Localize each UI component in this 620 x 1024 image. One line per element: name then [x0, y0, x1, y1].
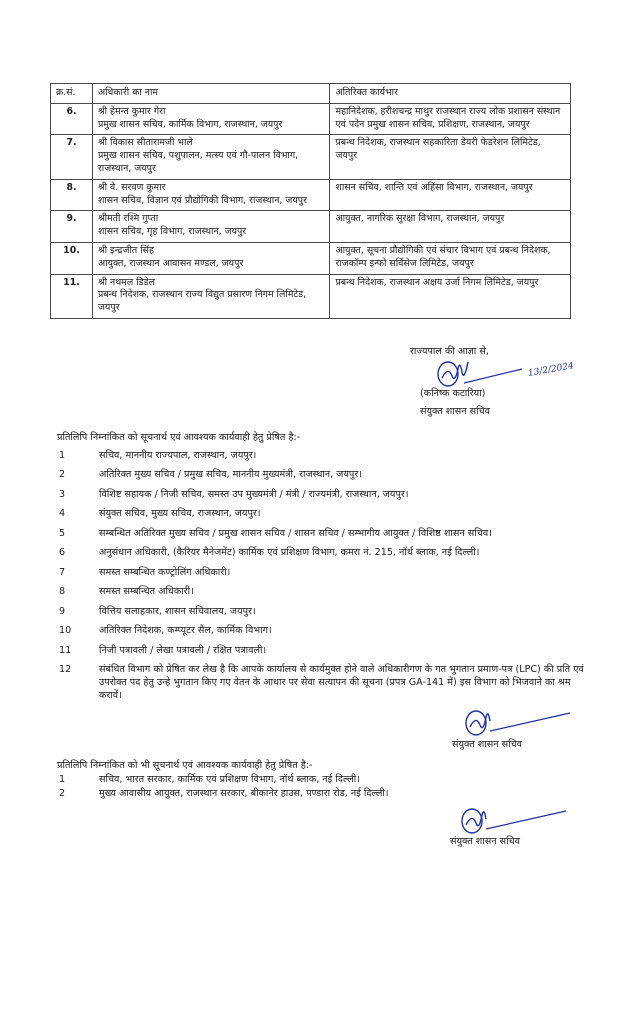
signature-date: 13/2/2024 — [527, 361, 575, 379]
officer-designation: प्रबन्ध निदेशक, राजस्थान राज्य विद्युत प्रसारण निगम लिमिटेड, जयपुर — [97, 289, 307, 314]
list-item: 3 विशिष्ट सहायक / निजी सचिव, समस्त उप मुख्यमंत्री / मंत्री / राज्यमंत्री, राजस्थान, जयपुर। — [59, 488, 409, 500]
additional-charge-table — [50, 83, 571, 319]
signature-icon — [458, 807, 568, 835]
table-row — [51, 135, 571, 179]
officer-designation: शासन सचिव, गृह विभाग, राजस्थान, जयपुर — [97, 226, 247, 238]
list-item: 6 अनुसंधान अधिकारी, (कैरियर मैनेजमेंट) कार्मिक एवं प्रशिक्षण विभाग, कमरा नं. 215, नॉर्थ ब्लाक, नई दिल्ली। — [59, 547, 480, 559]
officer-name: श्रीमती रश्मि गुप्ता — [97, 213, 159, 225]
copy-list-1-heading: प्रतिलिपि निम्नांकित को सूचनार्थ एवं आवश्यक कार्यवाही हेतु प्रेषित है:- — [57, 431, 301, 443]
copy-list-2 — [57, 773, 590, 800]
list-item: 1 सचिव, माननीय राज्यपाल, राजस्थान, जयपुर। — [59, 449, 257, 461]
row-serial: 6. — [51, 103, 93, 135]
row-officer — [92, 242, 330, 274]
table-header-row — [51, 84, 571, 104]
row-officer — [92, 211, 330, 243]
row-officer — [92, 103, 330, 135]
row-additional-charge: आयुक्त, सूचना प्रौद्योगिकी एवं संचार विभाग एवं प्रबन्ध निदेशक, राजकॉम्प इन्फो सर्विसेज लिमिटेड, जयपुर — [330, 242, 571, 274]
officer-name: श्री इन्द्रजीत सिंह — [97, 244, 154, 256]
officer-designation: प्रमुख शासन सचिव, कार्मिक विभाग, राजस्थान, जयपुर — [97, 118, 283, 130]
officer-designation: प्रमुख शासन सचिव, पशुपालन, मत्स्य एवं गौ-पालन विभाग, राजस्थान, जयपुर — [97, 150, 299, 174]
copy-list-1-designation: संयुक्त शासन सचिव — [452, 738, 522, 750]
list-item: 2 मुख्य आवासीय आयुक्त, राजस्थान सरकार, बीकानेर हाउस, पण्डारा रोड, नई दिल्ली। — [59, 787, 389, 799]
officer-name: श्री विकास सीतारामजी भाले — [97, 137, 193, 149]
list-item: 11 निजी पत्रावली / लेखा पत्रावली / रक्षित पत्रावली। — [59, 644, 267, 656]
table-row — [51, 179, 571, 211]
list-item: 2 अतिरिक्त मुख्य सचिव / प्रमुख सचिव, माननीय मुख्यमंत्री, राजस्थान, जयपुर। — [59, 469, 362, 481]
officer-name: श्री हेमन्त कुमार गेरा — [97, 105, 166, 117]
officer-name: श्री वे. सरवण कुमार — [97, 181, 166, 193]
copy-list-2-designation: संयुक्त शासन सचिव — [450, 835, 520, 847]
header-serial: क्र.सं. — [51, 84, 93, 104]
header-additional-charge: अतिरिक्त कार्यभार — [330, 84, 571, 104]
list-item: 12 संबंधित विभाग को प्रेषित कर लेख है कि आपके कार्यालय से कार्यमुक्त होने वाले अधिकारीगण के गत भुगतान प्रमाण-पत्र (LPC) की प्रति एवं उपरोक्त पद हेतु उन्हे भुगतान किए गए वेतन के आधार पर सेवा सत्यापन की सूचना (प्रपत्र GA-141 में) इस विभाग को भिजवाने का श्रम करावें। — [59, 664, 584, 702]
signature-icon — [462, 709, 572, 737]
list-item: 10 अतिरिक्त निदेशक, कम्प्यूटर सैल, कार्मिक विभाग। — [59, 625, 272, 637]
copy-list-2-heading: प्रतिलिपि निम्नांकित को भी सूचनार्थ एवं आवश्यक कार्यवाही हेतु प्रेषित है:- — [57, 759, 313, 771]
copy-list-1-sign-area — [0, 709, 620, 753]
list-item: 8 समस्त सम्बन्धित अधिकारी। — [59, 586, 194, 598]
table-row — [51, 211, 571, 243]
signer-name: (कनिष्क कटारिया) — [420, 387, 486, 399]
by-order-line: राज्यपाल की आज्ञा से, — [410, 345, 489, 357]
row-serial: 7. — [51, 135, 93, 179]
signoff-block — [400, 345, 610, 423]
signer-designation: संयुक्त शासन सचिव — [420, 405, 490, 417]
row-serial: 9. — [51, 211, 93, 243]
list-item: 7 समस्त सम्बन्धित कण्ट्रोलिंग अधिकारी। — [59, 566, 231, 578]
row-additional-charge: आयुक्त, नागरिक सुरक्षा विभाग, राजस्थान, जयपुर — [330, 211, 571, 243]
row-serial: 8. — [51, 179, 93, 211]
row-additional-charge: प्रबन्ध निदेशक, राजस्थान सहकारिता डेयरी फेडरेशन लिमिटेड, जयपुर — [330, 135, 571, 179]
row-additional-charge: प्रबन्ध निदेशक, राजस्थान अक्षय उर्जा निगम लिमिटेड, जयपुर — [330, 274, 571, 318]
row-serial: 11. — [51, 274, 93, 318]
row-additional-charge: महानिदेशक, हरीशचन्द्र माथुर राजस्थान राज्य लोक प्रशासन संस्थान एवं पदेन प्रमुख शासन सचिव, प्रशिक्षण, राजस्थान, जयपुर — [330, 103, 571, 135]
list-item: 9 वित्तिय सलाहकार, शासन सचिवालय, जयपुर। — [59, 605, 256, 617]
copy-list-2-sign-area — [0, 801, 620, 847]
officer-designation: शासन सचिव, विज्ञान एवं प्रौद्योगिकी विभाग, राजस्थान, जयपुर — [97, 194, 307, 206]
list-item: 5 सम्बन्धित अतिरिक्त मुख्य सचिव / प्रमुख शासन सचिव / शासन सचिव / सम्भागीय आयुक्त / विशिष्ठ शासन सचिव। — [59, 527, 492, 539]
row-additional-charge: शासन सचिव, शान्ति एवं अहिंसा विभाग, राजस्थान, जयपुर — [330, 179, 571, 211]
row-serial: 10. — [51, 242, 93, 274]
header-officer-name: अधिकारी का नाम — [92, 84, 330, 104]
table-row — [51, 103, 571, 135]
row-officer — [92, 274, 330, 318]
table-row — [51, 242, 571, 274]
list-item: 4 संयुक्त सचिव, मुख्य सचिव, राजस्थान, जयपुर। — [59, 508, 261, 520]
row-officer — [92, 179, 330, 211]
officer-designation: आयुक्त, राजस्थान आवासन मण्डल, जयपुर — [97, 257, 244, 269]
list-item: 1 सचिव, भारत सरकार, कार्मिक एवं प्रशिक्षण विभाग, नॉर्थ ब्लाक, नई दिल्ली। — [59, 773, 360, 785]
copy-list-1 — [57, 449, 590, 703]
row-officer — [92, 135, 330, 179]
table-row — [51, 274, 571, 318]
officer-name: श्री नथमल डिडेल — [97, 276, 155, 288]
